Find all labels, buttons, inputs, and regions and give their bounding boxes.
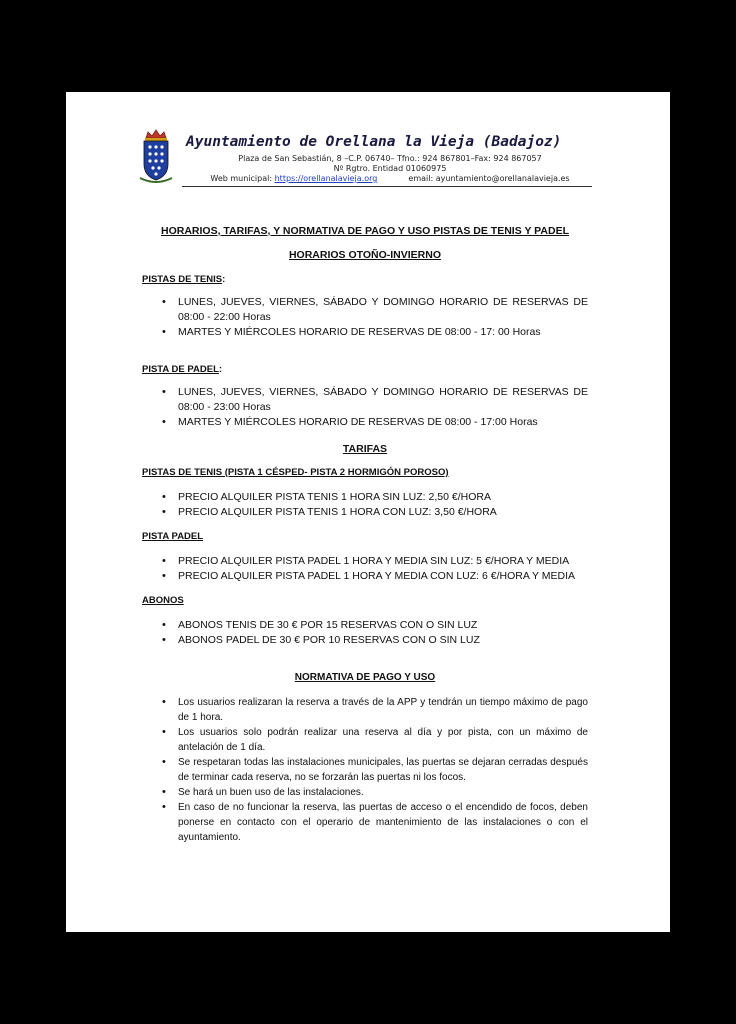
list-item: • LUNES, JUEVES, VIERNES, SÁBADO Y DOMINGO HORARIO DE RESERVAS DE 08:00 - 22:00 Horas [178, 295, 588, 325]
tennis-schedule-list [142, 295, 588, 340]
email-address: ayuntamiento@orellanalavieja.es [435, 174, 570, 183]
rules-list [142, 695, 588, 845]
padel-schedule-list [142, 385, 588, 430]
tariff-padel-list [142, 554, 588, 584]
document-body [142, 224, 588, 845]
passes-list [142, 618, 588, 648]
municipal-crest-icon [138, 128, 174, 186]
email-label: email: [408, 174, 434, 183]
passes-heading: ABONOS [142, 595, 184, 606]
tariff-padel-heading: PISTA PADEL [142, 531, 204, 542]
list-item: • ABONOS PADEL DE 30 € POR 10 RESERVAS CON O SIN LUZ [178, 633, 588, 648]
tennis-schedule-heading: PISTAS DE TENIS: [142, 274, 226, 285]
list-item: • LUNES, JUEVES, VIERNES, SÁBADO Y DOMINGO HORARIO DE RESERVAS DE 08:00 - 23:00 Horas [178, 385, 588, 415]
list-item: • Los usuarios realizaran la reserva a través de la APP y tendrán un tiempo máximo de pago de 1 hora. [178, 695, 588, 725]
letterhead-title: Ayuntamiento de Orellana la Vieja (Badajoz) [186, 134, 562, 150]
web-link[interactable]: https://orellanalavieja.org [274, 174, 378, 183]
letterhead-contact [200, 174, 580, 183]
schedule-title: HORARIOS OTOÑO-INVIERNO [288, 249, 442, 261]
list-item: • PRECIO ALQUILER PISTA PADEL 1 HORA Y MEDIA SIN LUZ: 5 €/HORA Y MEDIA [178, 554, 588, 569]
list-item: • MARTES Y MIÉRCOLES HORARIO DE RESERVAS DE 08:00 - 17:00 Horas [178, 415, 588, 430]
tariff-tennis-heading: PISTAS DE TENIS (PISTA 1 CÉSPED- PISTA 2 HORMIGÓN POROSO) [142, 467, 449, 478]
letterhead-divider [182, 186, 592, 187]
letterhead-registry: Nº Rgtro. Entidad 01060975 [333, 164, 447, 173]
list-item: • MARTES Y MIÉRCOLES HORARIO DE RESERVAS DE 08:00 - 17: 00 Horas [178, 325, 588, 340]
document-title: HORARIOS, TARIFAS, Y NORMATIVA DE PAGO Y USO PISTAS DE TENIS Y PADEL [160, 225, 569, 237]
letterhead-address: Plaza de San Sebastián, 8 –C.P. 06740– Tfno.: 924 867801–Fax: 924 867057 [238, 154, 542, 163]
list-item: • En caso de no funcionar la reserva, las puertas de acceso o el encendido de focos, deben ponerse en contacto con el operario de mantenimiento de las instalaciones o con el ayuntamiento. [178, 800, 588, 845]
list-item: • Se respetaran todas las instalaciones municipales, las puertas se dejaran cerradas después de terminar cada reserva, no se forzarán las puertas ni los focos. [178, 755, 588, 785]
padel-schedule-heading: PISTA DE PADEL: [142, 364, 223, 375]
list-item: • PRECIO ALQUILER PISTA PADEL 1 HORA Y MEDIA CON LUZ: 6 €/HORA Y MEDIA [178, 569, 588, 584]
list-item: • ABONOS TENIS DE 30 € POR 15 RESERVAS CON O SIN LUZ [178, 618, 588, 633]
rules-title: NORMATIVA DE PAGO Y USO [294, 672, 436, 683]
tariffs-title: TARIFAS [342, 443, 388, 455]
list-item: • PRECIO ALQUILER PISTA TENIS 1 HORA SIN LUZ: 2,50 €/HORA [178, 490, 588, 505]
tariff-tennis-list [142, 490, 588, 520]
web-label: Web municipal: [210, 174, 273, 183]
document-page [66, 92, 670, 932]
list-item: • PRECIO ALQUILER PISTA TENIS 1 HORA CON LUZ: 3,50 €/HORA [178, 505, 588, 520]
list-item: • Los usuarios solo podrán realizar una reserva al día y por pista, con un máximo de antelación de 1 día. [178, 725, 588, 755]
letterhead [138, 128, 588, 192]
list-item: • Se hará un buen uso de las instalaciones. [178, 785, 588, 800]
